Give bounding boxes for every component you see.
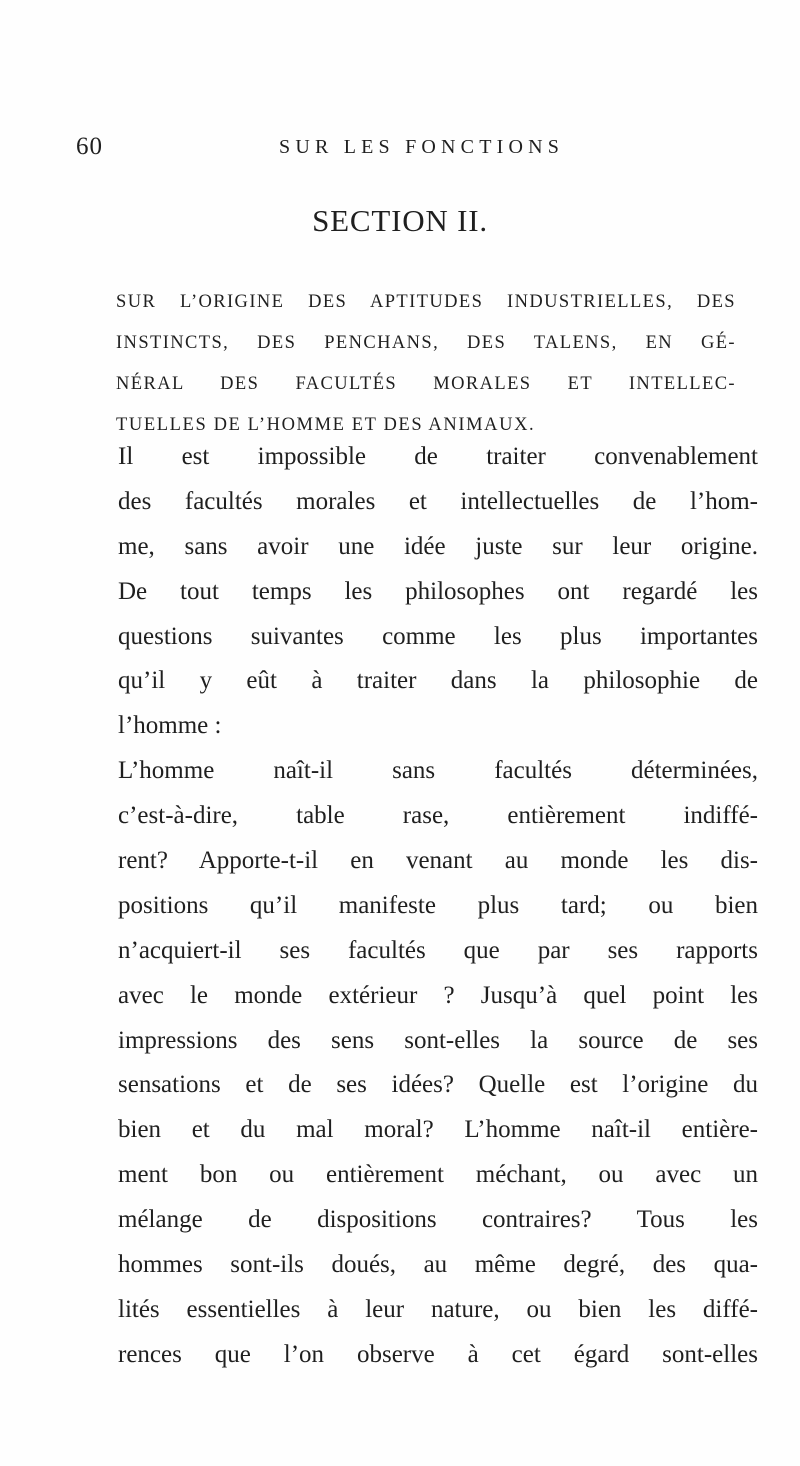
body-line: rences que l’on observe à cet égard sont-elles [118,1340,758,1368]
body-line: mélange de dispositions contraires? Tous les [118,1206,758,1234]
body-line: sensations et de ses idées? Quelle est l’origine du [118,1071,758,1099]
subtitle-line: SUR L’ORIGINE DES APTITUDES INDUSTRIELLES, DES [116,292,736,312]
body-line: lités essentielles à leur nature, ou bien les diffé- [118,1295,758,1323]
page-header [76,133,736,167]
body-line: qu’il y eût à traiter dans la philosophie de [118,667,758,695]
body-text [118,435,758,1378]
subtitle-line: TUELLES DE L’HOMME ET DES ANIMAUX. [116,415,536,435]
body-line: rent? Apporte-t-il en venant au monde les dis- [118,847,758,875]
body-line: me, sans avoir une idée juste sur leur origine. [118,532,758,560]
subtitle-line: INSTINCTS, DES PENCHANS, DES TALENS, EN GÉ- [116,333,736,353]
body-line: l’homme : [118,712,222,740]
body-line: ment bon ou entièrement méchant, ou avec un [118,1161,758,1189]
section-heading: SECTION II. [312,203,488,238]
body-line: des facultés morales et intellectuelles de l’hom- [118,487,758,515]
body-line: avec le monde extérieur ? Jusqu’à quel point les [118,981,758,1009]
section-subtitle [116,282,736,446]
body-line: De tout temps les philosophes ont regardé les [118,577,758,605]
subtitle-line: NÉRAL DES FACULTÉS MORALES ET INTELLEC- [116,374,736,394]
body-line: positions qu’il manifeste plus tard; ou bien [118,891,758,919]
page-number: 60 [76,133,103,160]
body-line: Il est impossible de traiter convenablement [118,443,758,470]
body-line: questions suivantes comme les plus importantes [118,622,758,650]
body-line: c’est-à-dire, table rase, entièrement indiffé- [118,802,758,830]
body-line: hommes sont-ils doués, au même degré, des qua- [118,1251,758,1279]
body-line: bien et du mal moral? L’homme naît-il entière- [118,1116,758,1144]
body-line: impressions des sens sont-elles la source de ses [118,1026,758,1054]
running-head: SUR LES FONCTIONS [279,136,565,158]
body-line: n’acquiert-il ses facultés que par ses rapports [118,936,758,964]
body-line: L’homme naît-il sans facultés déterminées, [118,757,758,785]
